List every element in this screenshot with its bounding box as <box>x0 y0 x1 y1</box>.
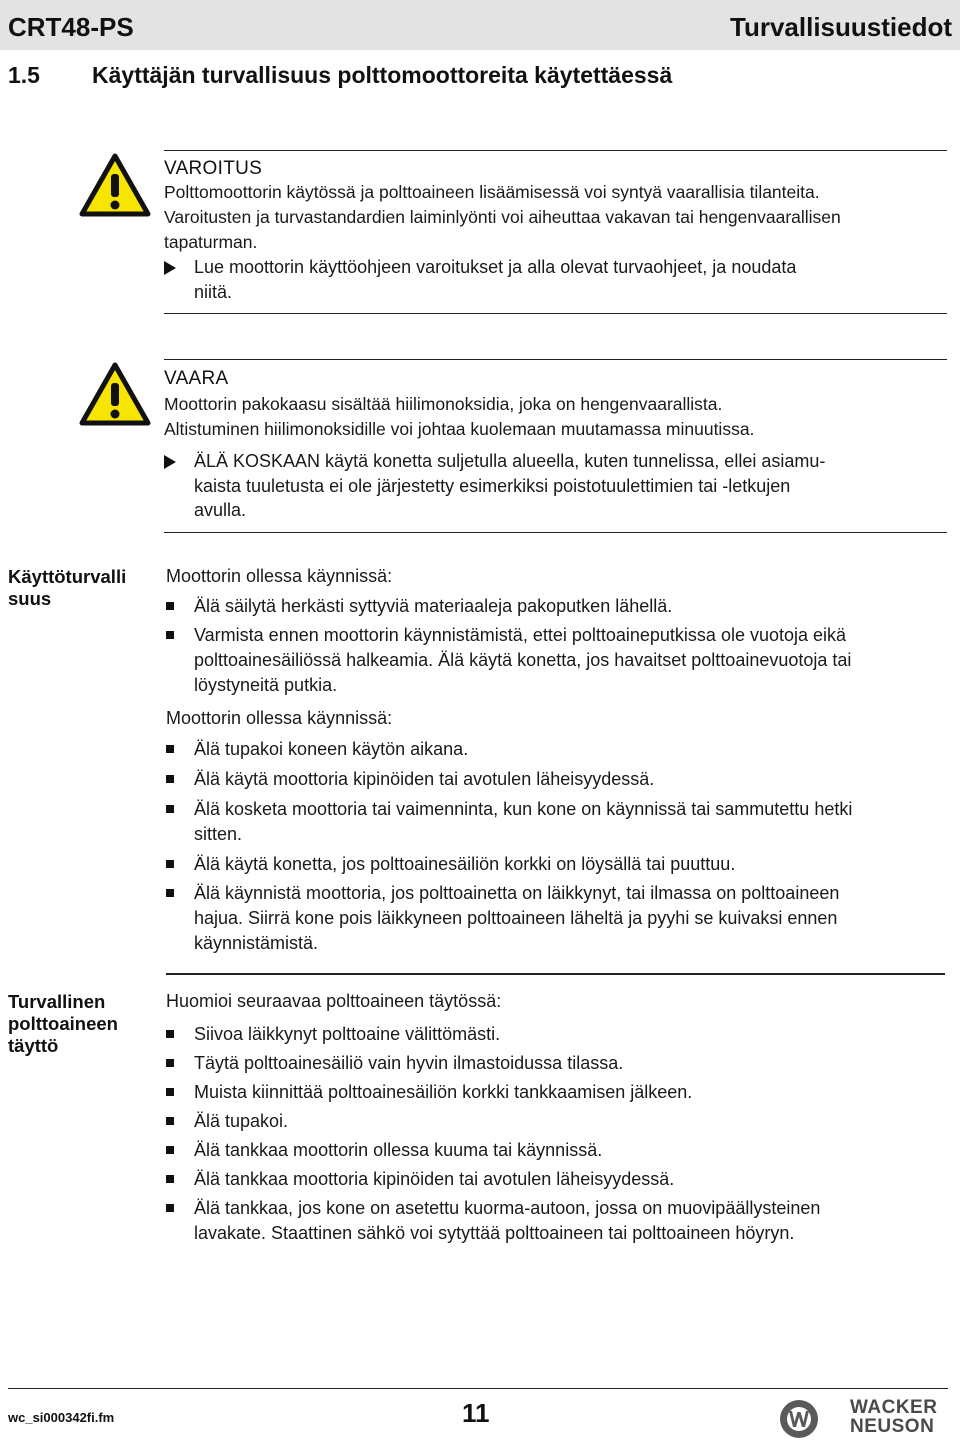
list-item <box>166 1051 936 1076</box>
list-item <box>166 1167 936 1192</box>
list-item <box>166 767 936 792</box>
danger-line: Altistuminen hiilimonoksidille voi johtaa kuolemaan muutamassa minuutissa. <box>164 419 755 439</box>
list-item <box>166 852 936 877</box>
square-bullet-icon <box>166 805 174 813</box>
list-item <box>166 1109 936 1134</box>
warning-line: tapaturman. <box>164 232 258 252</box>
danger-text <box>164 392 754 442</box>
label-line: suus <box>8 588 52 609</box>
square-bullet-icon <box>166 1117 174 1125</box>
label-line: Käyttöturvalli <box>8 566 127 587</box>
item-line: Älä käytä konetta, jos polttoainesäiliön korkki on löysällä tai puuttuu. <box>194 854 736 874</box>
logo-text <box>850 1398 937 1436</box>
label-line: täyttö <box>8 1035 59 1056</box>
footer-rule <box>8 1388 948 1389</box>
warning-heading: VAROITUS <box>164 158 263 179</box>
item-line: Älä säilytä herkästi syttyviä materiaaleja pakoputken lähellä. <box>194 596 673 616</box>
danger-action-line: avulla. <box>194 500 247 520</box>
refueling-label <box>8 991 148 1057</box>
danger-action <box>164 449 920 523</box>
footer-filename: wc_si000342fi.fm <box>8 1410 115 1425</box>
list-item <box>166 594 936 619</box>
item-line: Varmista ennen moottorin käynnistämistä, ettei polttoaineputkissa ole vuotoja eikä <box>194 625 847 645</box>
list-item <box>166 1022 936 1047</box>
arrow-bullet-icon <box>164 261 176 275</box>
header-band <box>0 0 960 50</box>
item-line: Älä tupakoi koneen käytön aikana. <box>194 739 469 759</box>
warning-action-line: Lue moottorin käyttöohjeen varoitukset ja alla olevat turvaohjeet, ja noudata <box>194 257 797 277</box>
item-line: käynnistämistä. <box>194 933 319 953</box>
section-title-text: Käyttäjän turvallisuus polttomoottoreita käytettäessä <box>92 62 673 88</box>
item-line: Älä käynnistä moottoria, jos polttoainetta on läikkynyt, tai ilmassa on polttoaineen <box>194 883 840 903</box>
list-item <box>166 881 936 956</box>
warning-action-line: niitä. <box>194 281 233 302</box>
danger-line: Moottorin pakokaasu sisältää hiilimonoksidia, joka on hengenvaarallista. <box>164 394 723 414</box>
operating-intro-1: Moottorin ollessa käynnissä: <box>166 566 393 586</box>
wacker-neuson-logo-icon <box>778 1398 820 1440</box>
operating-intro-2: Moottorin ollessa käynnissä: <box>166 708 393 728</box>
danger-action-line: ÄLÄ KOSKAAN käytä konetta suljetulla alueella, kuten tunnelissa, ellei asiamu- <box>194 451 826 471</box>
item-line: Muista kiinnittää polttoainesäiliön korkki tankkaamisen jälkeen. <box>194 1082 693 1102</box>
item-line: löystyneitä putkia. <box>194 675 338 695</box>
square-bullet-icon <box>166 1030 174 1038</box>
danger-heading: VAARA <box>164 368 229 389</box>
logo-line: WACKER <box>850 1397 938 1418</box>
operating-safety-label <box>8 566 148 610</box>
logo-line: NEUSON <box>850 1416 935 1437</box>
item-line: hajua. Siirrä kone pois läikkyneen polttoaineen läheltä ja pyyhi se kuivaksi ennen <box>194 908 838 928</box>
model-name: CRT48-PS <box>8 12 134 42</box>
item-line: polttoainesäiliössä halkeamia. Älä käytä konetta, jos havaitset polttoainevuotoja tai <box>194 650 852 670</box>
item-line: Älä tankkaa, jos kone on asetettu kuorma-autoon, jossa on muovipäällysteinen <box>194 1198 821 1218</box>
square-bullet-icon <box>166 889 174 897</box>
item-line: Täytä polttoainesäiliö vain hyvin ilmastoidussa tilassa. <box>194 1053 624 1073</box>
item-line: Siivoa läikkynyt polttoaine välittömästi. <box>194 1024 501 1044</box>
danger-top-rule <box>164 359 947 360</box>
item-line: Älä tankkaa moottoria kipinöiden tai avotulen läheisyydessä. <box>194 1169 675 1189</box>
refueling-intro: Huomioi seuraavaa polttoaineen täytössä: <box>166 991 502 1011</box>
wacker-neuson-logo <box>776 1396 956 1440</box>
section-title <box>8 62 672 89</box>
item-line: Älä tankkaa moottorin ollessa kuuma tai käynnissä. <box>194 1140 603 1160</box>
item-line: sitten. <box>194 824 243 844</box>
list-item <box>166 1080 936 1105</box>
square-bullet-icon <box>166 1059 174 1067</box>
warning-text <box>164 180 841 255</box>
list-item <box>166 1138 936 1163</box>
square-bullet-icon <box>166 1204 174 1212</box>
warning-top-rule <box>164 150 947 151</box>
warning-action <box>164 255 920 304</box>
page-number: 11 <box>462 1398 490 1428</box>
label-line: Turvallinen <box>8 991 106 1012</box>
square-bullet-icon <box>166 1146 174 1154</box>
square-bullet-icon <box>166 1175 174 1183</box>
section-number: 1.5 <box>8 62 40 88</box>
refueling-divider <box>166 973 945 975</box>
item-line: Älä käytä moottoria kipinöiden tai avotulen läheisyydessä. <box>194 769 655 789</box>
arrow-bullet-icon <box>164 455 176 469</box>
list-item <box>166 737 936 762</box>
danger-action-line: kaista tuuletusta ei ole järjestetty esimerkiksi poistotuulettimien tai -letkujen <box>194 475 791 496</box>
item-line: Älä kosketa moottoria tai vaimenninta, kun kone on käynnissä tai sammutettu hetki <box>194 799 853 819</box>
warning-triangle-icon <box>78 152 152 218</box>
chapter-title: Turvallisuustiedot <box>730 12 952 42</box>
list-item <box>166 797 936 847</box>
warning-line: Polttomoottorin käytössä ja polttoaineen lisäämisessä voi syntyä vaarallisia tilanteita. <box>164 182 820 202</box>
square-bullet-icon <box>166 860 174 868</box>
warning-bottom-rule <box>164 313 947 314</box>
item-line: Älä tupakoi. <box>194 1111 289 1131</box>
square-bullet-icon <box>166 775 174 783</box>
danger-bottom-rule <box>164 532 947 533</box>
square-bullet-icon <box>166 745 174 753</box>
item-line: lavakate. Staattinen sähkö voi sytyttää polttoaineen tai polttoaineen höyryn. <box>194 1223 795 1243</box>
list-item <box>166 1196 936 1246</box>
danger-triangle-icon <box>78 361 152 427</box>
square-bullet-icon <box>166 1088 174 1096</box>
square-bullet-icon <box>166 631 174 639</box>
warning-line: Varoitusten ja turvastandardien laiminlyönti voi aiheuttaa vakavan tai hengenvaarallisen <box>164 207 841 227</box>
square-bullet-icon <box>166 602 174 610</box>
label-line: polttoaineen <box>8 1013 118 1034</box>
list-item <box>166 623 936 698</box>
